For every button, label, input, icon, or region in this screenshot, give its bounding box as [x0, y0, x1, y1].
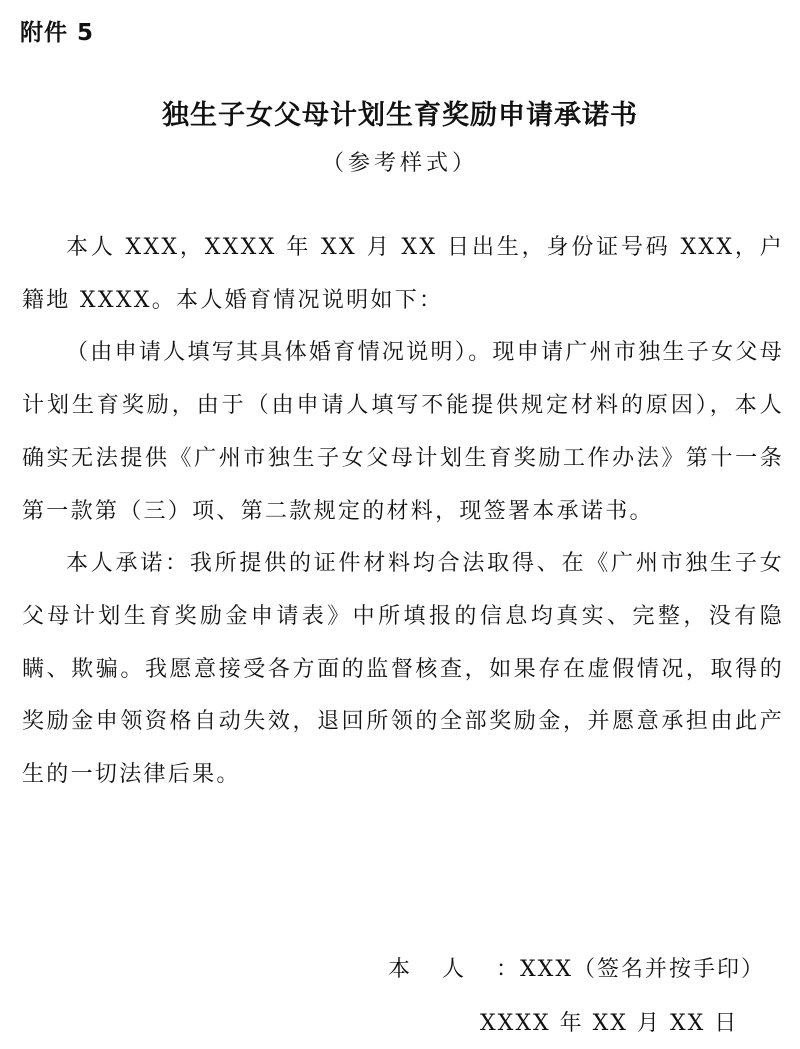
signature-line: [388, 952, 765, 983]
paragraph-application-reason: （由申请人填写其具体婚育情况说明）。现申请广州市独生子女父母计划生育奖励，由于（由申请人填写不能提供规定材料的原因），本人确实无法提供《广州市独生子女父母计划生育奖励工作办法》第十一条第一款第（三）项、第二款规定的材料，现签署本承诺书。: [22, 340, 785, 524]
signature-label: 本人: [388, 957, 497, 982]
signature-value: ：XXX（签名并按手印）: [496, 957, 766, 982]
paragraph-commitment: 本人承诺：我所提供的证件材料均合法取得、在《广州市独生子女父母计划生育奖励金申请表》中所填报的信息均真实、完整，没有隐瞒、欺骗。我愿意接受各方面的监督核查，如果存在虚假情况，取得的奖励金申领资格自动失效，退回所领的全部奖励金，并愿意承担由此产生的一切法律后果。: [22, 551, 784, 788]
document-title: 独生子女父母计划生育奖励申请承诺书: [162, 100, 638, 131]
signature-date: XXXX 年 XX 月 XX 日: [480, 1011, 739, 1036]
attachment-label: 附件 5: [20, 20, 95, 46]
paragraph-personal-info: 本人 XXX，XXXX 年 XX 月 XX 日出生，身份证号码 XXX，户籍地 XXXX。本人婚育情况说明如下：: [22, 235, 784, 313]
document-subtitle: （参考样式）: [321, 151, 478, 176]
document-body: [22, 222, 784, 802]
